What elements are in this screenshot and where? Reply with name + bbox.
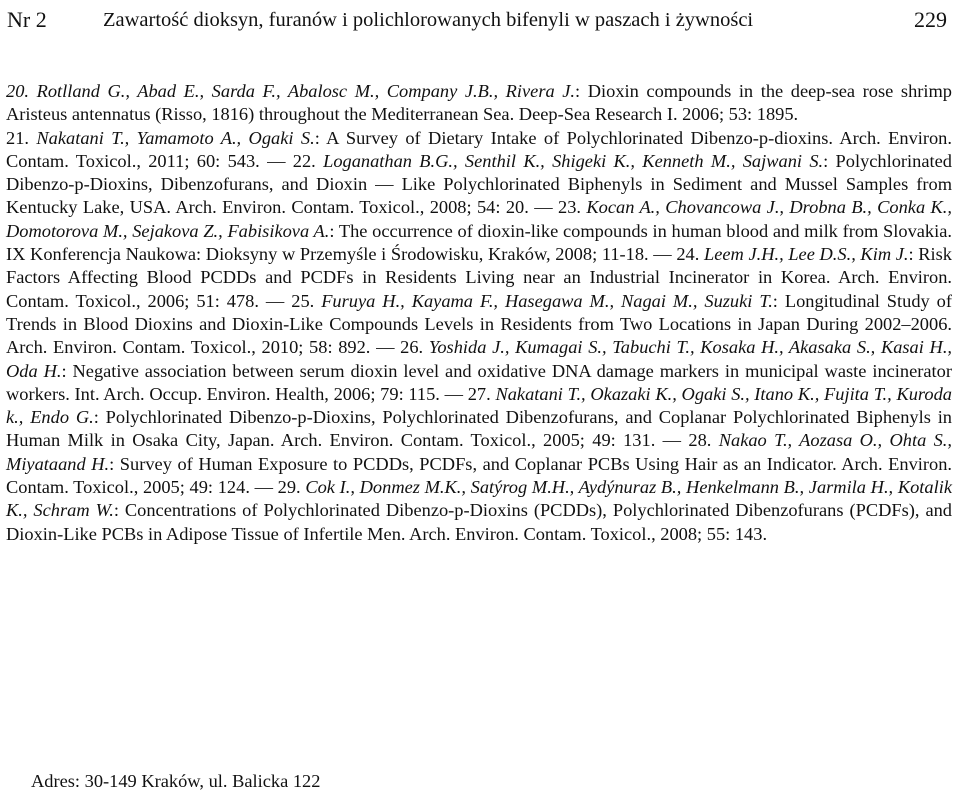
reference-authors: Cok I., Donmez M.K., Satýrog M.H., Aydýnuraz B., Henkelmann B., Jarmila H., Kotalik K., Schram W. — [6, 477, 952, 521]
reference-number: — 27. — [444, 383, 496, 404]
reference-number: — 28. — [662, 430, 719, 451]
reference-authors: Kocan A., Chovancowa J., Drobna B., Conka K., Domotorova M., Sejakova Z., Fabisikova A. — [6, 197, 952, 241]
reference-authors: Nakao T., Aozasa O., Ohta S., Miyataand H. — [6, 430, 953, 474]
reference-number: 21. — [6, 127, 37, 148]
reference-20 — [6, 80, 952, 127]
reference-text: : Dioxin compounds in the deep-sea rose shrimp Aristeus antennatus (Risso, 1816) throughout the Mediterranean Sea. Deep-Sea Research I. 2006; 53: 1895. — [6, 81, 953, 125]
reference-text: : Longitudinal Study of Trends in Blood Dioxins and Dioxin-Like Compounds Levels in Residents from Two Locations in Japan During 2002–2006. Arch. Environ. Contam. Toxicol., 2010; 58: 892. — [6, 290, 952, 358]
reference-authors: Loganathan B.G., Senthil K., Shigeki K., Kenneth M., Sajwani S. — [323, 150, 824, 171]
reference-authors: 20. Rotlland G., Abad E., Sarda F., Abalosc M., Company J.B., Rivera J. — [6, 81, 576, 101]
reference-authors: Nakatani T., Yamamoto A., Ogaki S. — [36, 127, 315, 148]
references-continuous — [6, 127, 952, 546]
reference-authors: Nakatani T., Okazaki K., Ogaki S., Itano K., Fujita T., Kuroda k., Endo G. — [6, 383, 952, 428]
running-title: Zawartość dioksyn, furanów i polichlorowanych bifenyli w paszach i żywności — [103, 9, 754, 31]
reference-number: — 29. — [254, 477, 306, 498]
reference-text: : Risk Factors Affecting Blood PCDDs and PCDFs in Residents Living near an Industrial Incinerator in Korea. Arch. Environ. Contam. Toxicol., 2006; 51: 478. — [6, 244, 952, 311]
author-address: Adres: 30-149 Kraków, ul. Balicka 122 — [31, 771, 321, 791]
reference-text: : Polychlorinated Dibenzo-p-Dioxins, Dibenzofurans, and Dioxin — Like Polychlorinated Biphenyls in Sediment and Mussel Samples from Kentucky Lake, USA. Arch. Environ. Contam. Toxicol., 2008; 54: 20. — [6, 150, 952, 218]
reference-number: — 24. — [653, 244, 704, 265]
reference-number: — 26. — [376, 337, 429, 358]
reference-number: — 23. — [534, 197, 587, 218]
reference-authors: Yoshida J., Kumagai S., Tabuchi T., Kosaka H., Akasaka S., Kasai H., Oda H. — [6, 337, 953, 381]
reference-text: : Negative association between serum dioxin level and oxidative DNA damage markers in municipal waste incinerator workers. Int. Arch. Occup. Environ. Health, 2006; 79: 115. — [6, 360, 952, 404]
reference-authors: Leem J.H., Lee D.S., Kim J. — [703, 244, 909, 265]
reference-text: : Polychlorinated Dibenzo-p-Dioxins, Polychlorinated Dibenzofurans, and Coplanar Polychlorinated Biphenyls in Human Milk in Osaka City, Japan. Arch. Environ. Contam. Toxicol., 2005; 49: 131. — [6, 407, 952, 451]
reference-authors: Furuya H., Kayama F., Hasegawa M., Nagai M., Suzuki T. — [321, 290, 773, 311]
reference-text: : Survey of Human Exposure to PCDDs, PCDFs, and Coplanar PCBs Using Hair as an Indicator. Arch. Environ. Contam. Toxicol., 2005; 49: 124. — [6, 453, 952, 498]
reference-number: — 25. — [265, 290, 322, 311]
reference-number: — 22. — [267, 150, 324, 171]
reference-text: : A Survey of Dietary Intake of Polychlorinated Dibenzo-p-dioxins. Arch. Environ. Contam. Toxicol., 2011; 60: 543. — [6, 127, 952, 171]
reference-text: : Concentrations of Polychlorinated Dibenzo-p-Dioxins (PCDDs), Polychlorinated Dibenzofurans (PCDFs), and Dioxin-Like PCBs in Adipose Tissue of Infertile Men. Arch. Environ. Contam. Toxicol., 2008; 55: 143. — [6, 500, 953, 544]
references-section — [6, 80, 952, 546]
page-number: 229 — [914, 7, 947, 32]
reference-text: : The occurrence of dioxin-like compounds in human blood and milk from Slovakia. IX Konferencja Naukowa: Dioksyny w Przemyśle i Środowisku, Kraków, 2008; 11-18. — [6, 220, 953, 265]
issue-number: Nr 2 — [7, 7, 47, 32]
running-header — [7, 3, 955, 37]
